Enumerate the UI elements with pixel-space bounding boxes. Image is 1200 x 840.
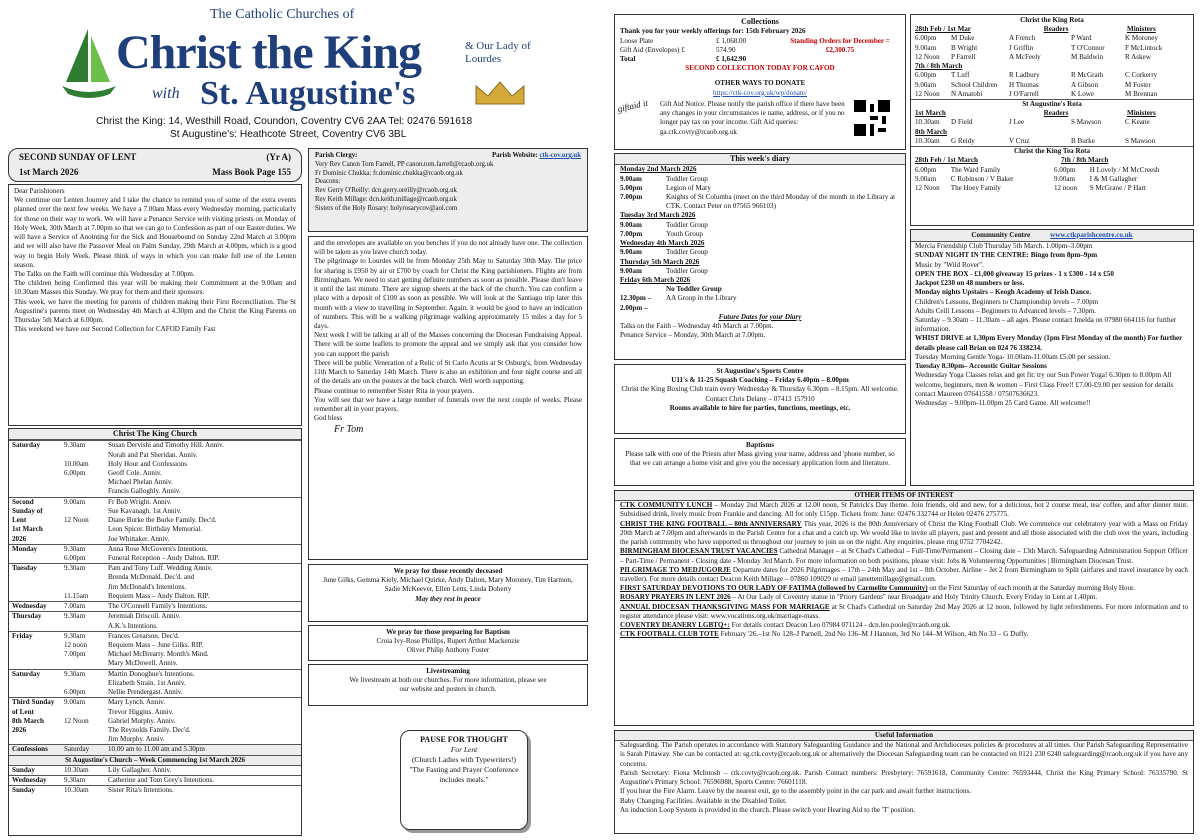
sports-line: Contact Chris Delany – 07413 157910 [705,394,815,403]
baptism-prep-names: Croia Ivy-Rose Phillips, Rupert Arthur Mackenzie Oliver Philip Anthony Foster [376,637,520,655]
clergy-line: Very Rev Canon Tom Farrell, PP canon.tom.farrell@rcaob.org.uk [315,160,494,168]
intention-day: Third Sunday of Lent 8th March 2026 [12,698,55,734]
rota-cell: M Duke [951,34,975,43]
crown-icon [472,78,528,108]
letter-part-2 [308,236,588,560]
rota-cell: J Lee [1009,118,1025,127]
sta-church-heading: St Augustine's Church – Week Commencing 1st March 2026 [9,755,301,765]
baptisms-text: Please talk with one of the Priests after Mass giving your name, address and 'phone number, so that we can arrange a home visit and give you the necessary application form and literature. [625,450,895,468]
ctk-intentions-table [9,440,301,754]
other-item-title: ANNUAL DIOCESAN THANKSGIVING MASS FOR MARRIAGE [620,602,830,611]
rota-cell: S Mawson [1071,118,1102,127]
rota-cell: 6.00pm [915,165,937,174]
intention-row [9,611,301,630]
sports-line: Rooms available to hire for parties, functions, meetings, etc. [669,403,851,412]
sports-line: U11's & 11-25 Squash Coaching – Friday 6.40pm – 8.00pm [671,376,849,385]
diary-time: 5.00pm [620,183,643,192]
rota-row [915,71,1189,80]
other-item [620,584,1188,593]
other-items-list [620,501,1188,639]
rota-cell: R Ladbury [1009,71,1040,80]
intention-day: Confessions [12,745,48,754]
rota-row [915,175,1189,184]
rota-row [915,184,1189,193]
other-item-text: This year, 2026 is the 80th Anniversary of Christ the King Football Club. We commence our celebratory year with a Mass on Friday 20th March at 7.00pm and afterwards in the Parish Centre for a chat and a catch up. We would like to invite all players, past and present and all those associated with the club over the years, including the parish community who have supported us throughout our journey to join us on the night. Any enquiries, please ring 0752 7704242. [620,519,1188,547]
intention-row [9,775,301,785]
other-items-box [614,490,1194,726]
diary-item [620,221,900,230]
sta-rota-heading: St Augustine's Rota [911,99,1193,109]
rota-cell: P Ward [1071,34,1092,43]
diary-heading: This week's diary [615,154,905,165]
intention-time: 9.30am [64,612,86,621]
community-line: SUNDAY NIGHT IN THE CENTRE: Bingo from 8pm–9pm [915,251,1098,260]
diary-time [620,285,666,294]
intention-row [9,631,301,669]
community-line: Wednesday – 9.00pm-11.00pm 25 Card Game. All welcome!! [915,398,1091,407]
pause-text: (Church Ladies with Typewriters!) "The Fasting and Prayer Conference includes meals." [409,755,519,784]
diary-time: 9.00am [620,174,642,183]
intention-day: Tuesday [12,564,37,573]
baptisms-heading: Baptisms [746,441,774,449]
intention-day: Sunday [12,786,35,795]
sunday-title-box [8,148,302,182]
collection-row: Total £ 1,642.90 [620,55,747,64]
other-item [620,630,1188,639]
other-item-text: at St Chad's Cathedral on Saturday 2nd May 2026 at 12 noon, followed by light refreshments. For more information and to register attendance please visit: www.vocations.org.uk/marriage-mass. [620,602,1189,620]
other-item-text: For details contact Deacon Leo 07984 071124 - dcn.leo.poole@rcaob.org.uk. [731,621,951,630]
diary-item [620,175,900,184]
rota-row [915,34,1189,43]
second-collection: SECOND COLLECTION TODAY FOR CAFOD [685,64,835,73]
rota-cell: 12 Noon [915,89,940,98]
diary-list [620,165,900,313]
useful-line: Parish Secretary: Fiona McIntosh – ctk.covty@rcaob.org.uk. Parish Contact numbers: Presbytery: 76591618, Community Centre: 76593444, Christ the King Primary School: 76335790. St Augustine's Primary School: 76596988, Sports Centre: 76601118. [620,768,1188,787]
diary-event: Knights of St Columba (meet on the third Monday of the month in the Library at CTK. Contact Peter on 07565 966103) [666,193,896,211]
community-line: Music by "Wild Rover". [915,260,984,269]
rota-cell: R Askew [1125,52,1151,61]
sports-heading: St Augustine's Sports Centre [716,367,804,375]
rota-cell: C Keane [1125,118,1150,127]
collection-row: Gift Aid (Envelopes) £ 574.90 [620,45,736,54]
rota-cell: I & M Gallagher [1089,174,1138,183]
clergy-line: Sisters of the Holy Rosary: holyrosarycov@aol.com [315,204,458,212]
collections-box [614,14,906,150]
intention-text: Martin Donoghue's Intentions. Elizabeth Strain. 1st Anniv. Nellie Prendergast. Anniv. [108,669,195,697]
community-line: Wednesday Yoga Classes relax and get fit: try our Sun Power Yoga! 6.30pm to 8.00pm All welcome, beginners, men & women – First Class Free!! £7.00-£9.00 per session for details contact Maureen 07641558 / 07507636623. [915,371,1174,398]
diary-item [620,193,900,211]
rota-cell: S Mawson [1125,136,1156,145]
rota-cell: 12 Noon [915,52,940,61]
community-line: Mercia Friendship Club Thursday 5th March. 1.00pm–3.00pm [915,242,1093,251]
other-item-text: – At Our Lady of Coventry statue in "Priory Gardens" near Broadgate and Holy Trinity Church. Every Friday in Lent at 1.40pm. [732,593,1098,602]
clergy-line: Rev Gerry O'Reilly: dcn.gerry.oreilly@rcaob.org.uk [315,187,457,195]
intention-time: 9.30am 6.00pm [64,669,86,697]
rota-cell: C Robinson / V Baker [950,174,1014,183]
rota-cell: M Baldwin [1071,52,1104,61]
mass-intentions-box [8,428,302,836]
pre-title: The Catholic Churches of [210,7,355,22]
masthead-with: with [152,85,180,102]
intention-day: Wednesday [12,775,47,784]
intention-day: Second Sunday of Lent 1st March 2026 [12,497,43,543]
collections-thanks: Thank you for your weekly offerings for: 15th February 2026 [620,27,806,36]
sports-box [614,364,906,434]
diary-day: Monday 2nd March 2026 [620,165,697,174]
intention-time: 10.30am [64,765,89,774]
intention-time: 9.30am [64,775,86,784]
deceased-box [308,564,588,622]
tea-rota-heading: Christ the King Tea Rota [911,146,1193,156]
intention-text: 10.00 am to 11.00 am and 5.30pm [108,745,205,754]
baptisms-box [614,438,906,486]
intention-text: Fr Bob Wright. Anniv. Sue Kavanagh. 1st Anniv. Diane Burke the Burke Family. Dec'd. Leon Spicer. Birthday Memorial. Joe Whittaker. Anniv. [108,497,217,543]
community-line: WHIST DRIVE at 1.30pm Every Monday (1pm First Monday of the month) For further details please call Brian on 024 76 338234. [915,334,1183,352]
diary-event: Toddler Group [666,248,708,257]
community-line: Jackpot £230 on 48 numbers or less. [915,279,1025,288]
diary-day: Friday 6th March 2026 [620,276,691,285]
rota-cell: J O'Farrell [1009,89,1039,98]
clergy-line: Rev Keith Millage: dcn.keith.millage@rcaob.org.uk [315,196,457,204]
deceased-names: June Gilks, Gemma Kiely, Michael Quirke, Andy Dalton, Mary Moroney, Tim Harmon, Sadie McKeever, Ellen Letts, Linda Doherty [323,576,573,594]
intention-row [9,563,301,601]
address-line-2: St Augustine's: Heathcote Street, Coventry CV6 3BL [170,129,407,140]
intention-text: Lily Gallagher. Anniv. [108,765,172,774]
future-item: Penance Service – Monday, 30th March at 7.00pm. [620,331,766,340]
intention-time: 9.30am 6.00pm [64,544,86,563]
rota-cell: A Gibson [1071,80,1098,89]
baptism-prep-heading: We pray for those preparing for Baptism [386,628,510,636]
intention-row [9,440,301,496]
sunday-date: 1st March 2026 [19,166,79,177]
livestream-heading: Livestreaming [426,667,470,675]
masthead-title: Christ the King [116,26,422,79]
rota-cell: H Lovely / M McCreesh [1089,165,1160,174]
rota-row [915,137,1189,146]
other-item-text: Cathedral Manager – at St Chad's Cathedral – Full-Time/Permanent – Closing date – 13th March. Safeguarding Administration Support Officer – Part-Time / Permanent - Closing date - Monday 3rd March. For more information on both positions, please visit: Jobs & Volunteering Opportunities | Birmingham Diocesan Trust. [620,547,1188,565]
masthead-subtitle: St. Augustine's [200,75,416,112]
diary-event: AA Group in the Library [666,294,737,303]
other-item [620,520,1188,548]
intention-text: Mary Lynch. Anniv. Trevor Higgins. Anniv. Gabriel Murphy. Anniv. The Reynolds Family. Dec'd. Jim Murphy. Anniv. [108,698,191,744]
useful-line: Baby Changing Facilities. Available in the Disabled Toilet. [620,796,787,805]
other-item-text: – Monday 2nd March 2026 at 12.00 noon, St Patrick's Day theme. Join friends, old and new, for a delicious, hot 2 course meal, tea/ coffee, and after dinner mint. Subsidised drink, lively music from Frankie and dancing. All for only £15pp. Tickets from: June: 02476 332744 or Helen 02476 275775. [620,501,1189,519]
lady-of-lourdes: & Our Lady of Lourdes [465,40,531,65]
clergy-heading: Parish Clergy: [315,152,358,159]
rota-cell: The Hoey Family [950,183,1001,192]
intention-day: Saturday [12,441,40,450]
community-site[interactable]: www.ctkparishcentre.co.uk [1050,231,1133,239]
diary-item [620,184,900,193]
intention-text: The O'Connell Family's Intentions. [108,602,208,611]
rota-cell: K Lowe [1071,89,1095,98]
diary-item [620,248,900,257]
other-item [620,547,1188,565]
clergy-box [308,148,588,232]
community-line: Adults Ceili Lessons – Beginners to Advanced levels – 7.30pm. [915,306,1097,315]
diary-event: Toddler Group [666,174,708,183]
intention-time: 9.00am 12 Noon [64,497,89,525]
useful-line: Safeguarding. The Parish operates in accordance with Statutory Safeguarding Guidance and the National and Archdioceses policies & procedures at all times. Our Parish Safeguarding Representative is Sarah Pittaway. She can be contacted at: sg.ctk.covty@rcaob.org.uk or alternatively the Diocesan Safeguarding team can be contacted on 0121 230 6240 safeguarding@rcaob.org.uk if you have any concerns. [620,741,1188,768]
intention-row [9,497,301,544]
intention-time: 9.30am 11.15am [64,564,89,600]
rota-cell: M Foster [1125,80,1151,89]
rota-cell: 6.00pm [915,34,937,43]
intention-row [9,544,301,563]
clergy-line: Deacons: [315,178,341,186]
letter-text-2: and the envelopes are available on you benches if you do not already have one. The collection will be taken as you leave church today. The pilgrimage to Lourdes will be from Monday 25th May to Saturday 30th May. The price for sharing is £950 by air or £700 by coach for Christ the King parishioners. Flights are from Birmingham. We need to start getting definite numbers as soon as possible. Please don't leave it until the last minute. There are signup sheets at the back of the church. You can confirm a place with a deposit of £100 as soon as possible. We will look at the Santiago trip later this month with a view to travelling in September. Again, it would be good to have an indication of numbers. This will be a walking pilgrimage walking approximately 15 miles a day for 5 days. Next week I will be talking at all of the Masses concerning the Diocesan Fundraising Appeal. There will be some leaflets to promote the appeal and we simply ask that you consider how you can support the parish There will be public Veneration of a Relic of St Carlo Acutis at St Osburg's, from Wednesday 11th March to Saturday 14th March. There is also an exhibition and four night course and all of the details are on the posters at the back church. Well worth supporting. Please continue to remember Sister Rita in your prayers. You will see that we have a large number of funerals over the next couple of weeks. Please remember all in your prayers. God bless [314,239,582,423]
future-heading: Future Dates for your Diary [718,312,802,321]
diary-item [620,230,900,239]
diary-time: 9.00am [620,220,642,229]
intention-day: Friday [12,631,33,640]
rota-cell: A McFeely [1009,52,1041,61]
intention-text: Susan Dervishi and Timothy Hill. Anniv. Norah and Pat Sheridan. Anniv. Holy Hour and Confessions Geoff Cole. Anniv. Michael Phelan Anniv. Francis Galloghly. Anniv. [108,441,225,496]
baptism-prep-box [308,625,588,661]
intention-time: 7.00am [64,602,86,611]
other-item-title: CHRIST THE KING FOOTBALL – 80th ANNIVERSARY [620,519,802,528]
rota-cell: T O'Connor [1071,43,1105,52]
rota-cell: 10.30am [915,118,940,127]
other-items-heading: OTHER ITEMS OF INTEREST [615,491,1193,501]
community-line: Children's Lessons, Beginners to Championship levels – 7.00pm [915,297,1099,306]
qr-code-icon[interactable] [854,100,890,136]
standing-orders: Standing Orders for December = £2,300.75 [790,36,890,54]
donate-link[interactable]: https://ctk-cov.org.uk/wp/donate/ [713,88,807,97]
deceased-heading: We pray for those recently deceased [393,567,503,575]
rota-cell: N Amatobi [951,89,983,98]
intention-text: Jeremiah Driscoll. Anniv. A.K.'s Intentions. [108,612,181,630]
rota-row [915,81,1189,90]
diary-time: 12.30pm – 2.00pm – [620,294,652,312]
rota-heading: Christ the King Rota [1020,16,1084,24]
sports-line: Christ the King Boxing Club train every Wednesday & Thursday 6.30pm – 8.15pm. All welcome. [621,385,899,394]
other-ways-heading: OTHER WAYS TO DONATE [714,79,806,88]
intention-day: Sunday [12,765,35,774]
diary-event: Youth Group [666,229,703,238]
rota-date: 7th / 8th March [915,62,963,71]
intention-row [9,785,301,795]
diary-time: 9.00am [620,248,642,257]
community-list [915,242,1189,408]
rota-row [915,90,1189,99]
boat-logo-icon [60,24,118,104]
rota-cell: School Children [951,80,998,89]
rota-cell: T Luff [951,71,970,80]
diary-day: Thursday 5th March 2026 [620,257,700,266]
intention-day: Wednesday [12,602,47,611]
rota-cell: S McGrane / P Hart [1089,183,1146,192]
rota-table-1 [915,34,1189,62]
intention-row [9,744,301,754]
diary-item [620,267,900,276]
rota-cell: 9.00am [915,43,937,52]
rest-in-peace: May they rest in peace [415,594,481,603]
collection-row: Loose Plate £ 1,068.00 [620,36,747,45]
diary-time: 7.00pm [620,193,643,202]
other-item-title: CTK COMMUNITY LUNCH [620,501,713,510]
other-item-text: on the First Saturday of each month at the Saturday morning Holy Hour. [929,584,1135,593]
rota-cell: F McLintock [1125,43,1163,52]
liturgical-year: (Yr A) [266,152,291,162]
diary-time: 7.00pm [620,229,643,238]
diary-event: Toddler Group [666,220,708,229]
other-item [620,603,1188,621]
website-link[interactable]: ctk-cov.org.uk [539,152,581,159]
sta-rota-row [915,137,1189,146]
diary-event: Toddler Group [666,266,708,275]
community-heading: Community Centre [971,231,1031,239]
rota-row [915,44,1189,53]
pause-box [400,730,528,830]
rota-cell: The Ward Family [950,165,1001,174]
diary-item [620,294,900,312]
other-item-title: CTK FOOTBALL CLUB TOTE [620,630,719,639]
intention-text: Catherine and Tom Grey's Intentions. [108,775,215,784]
pause-sub: For Lent [450,745,478,755]
other-item [620,566,1188,584]
diary-item [620,285,900,294]
diary-event: No Toddler Group [666,285,722,294]
rota-cell: B Wright [951,43,978,52]
intention-text: Anna Rose McGovern's Intentions. Funeral Reception – Andy Dalton. RIP. [108,544,220,563]
community-line: Saturday – 9.30am – 11.30am – all ages. Please contact Imelda on 07980 664116 for further information. [915,315,1177,334]
sta-intentions-table [9,765,301,796]
community-line: Monday nights Upstairs – Keogh Academy of Irish Dance. [915,288,1091,297]
diary-time: 9.00am [620,266,642,275]
pause-heading: PAUSE FOR THOUGHT [420,735,508,744]
rota-cell: 10.30am [915,136,940,145]
intention-day: Monday [12,544,38,553]
other-item-title: BIRMINGHAM DIOCESAN TRUST VACANCIES [620,547,778,556]
rota-cell: 6.00pm [1053,165,1076,174]
livestream-text: We livestream at both our churches. For more information, please see our website and posters in church. [349,676,547,694]
rota-date: 28th Feb / 1st Mar [915,25,971,34]
intention-time: Saturday [64,745,90,754]
website-label: Parish Website: [491,152,538,159]
left-page [0,0,596,840]
other-item-text: February '26.–1st No 128–J Parnell, 2nd No 136–M J Hannon, 3rd No 144–M Wilson, 4th No 33 – G Duffy. [720,630,1029,639]
rota-cell: B Burke [1071,136,1095,145]
gift-aid-notice: Gift Aid Notice. Please notify the parish office if there have been any changes in your circumstances ie name, address, or if you no longer pay tax on your income. Gift Aid queries: ga.ctk.covty@rcaob.org.uk [660,99,845,136]
rota-cell: 6.00pm [915,71,937,80]
tea-rota-table [915,166,1189,194]
rota-cell: 12 noon [1053,183,1078,192]
rota-cell: D Field [951,118,973,127]
rota-cell: J Griffin [1009,43,1034,52]
future-item: Talks on the Faith – Wednesday 4th March at 7.00pm. [620,322,774,331]
useful-heading: Useful Information [615,731,1193,741]
rota-cell: P Farrell [951,52,976,61]
other-item-title: FIRST SATURDAY DEVOTIONS TO OUR LADY OF FATIMA (followed by Carmelite Community) [620,584,928,593]
rota-cell: A French [1009,34,1036,43]
community-line: Tuesday Morning Gentle Yoga- 10.00am-11.00am £5.00 per session. [915,352,1111,361]
letter-part-1 [8,184,302,426]
livestream-box [308,664,588,706]
rota-row [915,166,1189,175]
other-item [620,621,1188,630]
intention-day: Saturday [12,669,40,678]
intention-time: 10.30am [64,786,89,795]
clergy-line: Fr Dominic Chukka: fr.dominic.chukka@rcaob.org.uk [315,169,463,177]
intention-time: 9.30am 10.00am 6.00pm [64,441,89,478]
rota-cell: 9.00am [1053,174,1076,183]
intention-row [9,697,301,744]
diary-day: Wednesday 4th March 2026 [620,239,705,248]
rota-cell: G Reidy [951,136,975,145]
community-line: OPEN THE BOX - £1,000 giveaway 15 prizes - 1 x £300 - 14 x £50 [915,269,1114,278]
intention-text: Sister Rita's Intentions. [108,786,174,795]
rota-row [915,53,1189,62]
intention-row [9,669,301,698]
diary-box [614,153,906,360]
rota-cell: K Moroney [1125,34,1158,43]
ctk-church-heading: Christ The King Church [9,429,301,440]
useful-list [620,741,1188,815]
useful-line: An induction Loop System is provided in the church. Please switch your Hearing Aid to the 'T' position. [620,805,916,814]
intention-time: 9.00am 12 Noon [64,698,89,725]
intention-time: 9.30am 12 noon 7.00pm [64,631,88,659]
diary-day: Tuesday 3rd March 2026 [620,211,696,220]
diary-event: Legion of Mary [666,183,711,192]
rota-cell: C Corkerry [1125,71,1158,80]
rota-cell: 12 Noon [915,183,940,192]
other-item [620,501,1188,519]
rota-cell: R McGrath [1071,71,1104,80]
address-line-1: Christ the King: 14, Westhill Road, Coundon, Coventry CV6 2AA Tel: 02476 591618 [96,116,473,127]
intention-text: Pam and Tony Luff. Wedding Anniv. Brenda McDonald. Dec'd. and Jim McDonald's Intentions. Requiem Mass – Andy Dalton. RIP. [108,564,213,600]
rota-cell: V Cruz [1009,136,1030,145]
rota-cell: H Thomas [1009,80,1039,89]
gift-aid-logo: giftaid it [616,97,649,114]
letter-signature: Fr Tom [334,424,364,436]
rota-cell: M Brennan [1125,89,1158,98]
rota-cell: 9.00am [915,174,937,183]
right-page [604,0,1200,840]
collections-heading: Collections [741,17,779,26]
other-item [620,593,1188,602]
other-item-title: ROSARY PRAYERS IN LENT 2026 [620,593,731,602]
other-item-title: COVENTRY DEANERY LGBTQ+: [620,621,730,630]
sta-rota-row [915,118,1189,127]
rota-box: Christ the King Rota 28th Feb / 1st Mar Readers Ministers 6.00pm M Duke A French P Ward K Moroney 9.00am B Wright J Griffin T O'Connor F McLintock 12 Noon P Farrell A McFeely M Baldwin R Askew 7th / 8th March 6.00pm T Luff R Ladbury R McGrath C Corkerry 9.00am School Children H Thomas A Gibson M Foster 12 Noon N Amatobi J O'Farrell K Lowe M Brennan St Augustine's Rota 1st March Readers Ministers 10.30am D Field J Lee S Mawson C Keane 8th March 10.30am G Reidy V Cruz B Burke S Mawson Christ the King Tea Rota 28th Feb / 1st March 7th / 8th March 6.00pm The Ward Family 6.00pm H Lovely / M McCreesh 9.00am C Robinson / V Baker 9.00am I & M Gallagher 12 Noon The Hoey Family 12 noon S McGrane / P Hart [910,14,1194,226]
intention-row [9,765,301,775]
letter-text-1: Dear Parishioners We continue our Lenten Journey and I take the chance to remind you of some of the extra events planned over the next few weeks. We have a 7.00am Mass every Wednesday morning, particularly for those on their way to work. We will have a Penance Service with visiting priests on Monday of Holy Week, 30th March at 7.00pm so that we can go to Confession as part of our Easter duties. We will have a Service of Anointing for the Sick and Housebound on Sunday 22nd March at 3.00pm and we will also have the Passover Meal on Palm Sunday, 29th March at 4.00pm, which is a good way to begin Holy Week. Please think of ways in which you can make full use of the Lenten season. The Talks on the Faith will continue this Wednesday at 7.00pm. The children being Confirmed this year will be making their Commitment at the 9.00am and 10.30am Masses this Sunday. We pray for them and their sponsors. This week, we have the meeting for parents of children making their First Reconciliation. The St Augustine's parents meet on Wednesday 4th March at 4.30pm and the Christ the King Parents on Thursday 5th March at 6.00pm. This weekend we have our Second Collection for CAFOD Family Fast [14,187,296,334]
intention-text: Frances Grearson. Dec'd. Requiem Mass – June Gilks. RIP. Michael McBrearty. Month's Mind. Mary McDowell. Anniv. [108,631,209,668]
other-item-title: PILGRIMAGE TO MEDJUGORJE [620,565,731,574]
community-line: Tuesday 8.30pm– Accoustic Guitar Sessions [915,362,1047,371]
useful-info-box [614,730,1194,834]
sunday-title: SECOND SUNDAY OF LENT [19,152,137,162]
community-box [910,229,1194,486]
rota-table-2 [915,71,1189,99]
rota-row [915,118,1189,127]
other-item-text: Departure dates for 2026 Pilgrimages – 17th – 24th May and 1st – 8th October. Airline – Jet 2 from Birmingham to Split (airfares and travel insurance by each traveller). For more details contact Deacon Keith Millage – 07860 109029 or email janettemillage@gmail.com. [620,565,1188,583]
intention-row [9,601,301,611]
intention-day: Thursday [12,612,42,621]
useful-line: If you hear the Fire Alarm. Leave by the nearest exit, go to the assembly point in the car park and await further instructions. [620,787,972,796]
mass-book-page: Mass Book Page 155 [212,166,291,177]
rota-cell: 9.00am [915,80,937,89]
